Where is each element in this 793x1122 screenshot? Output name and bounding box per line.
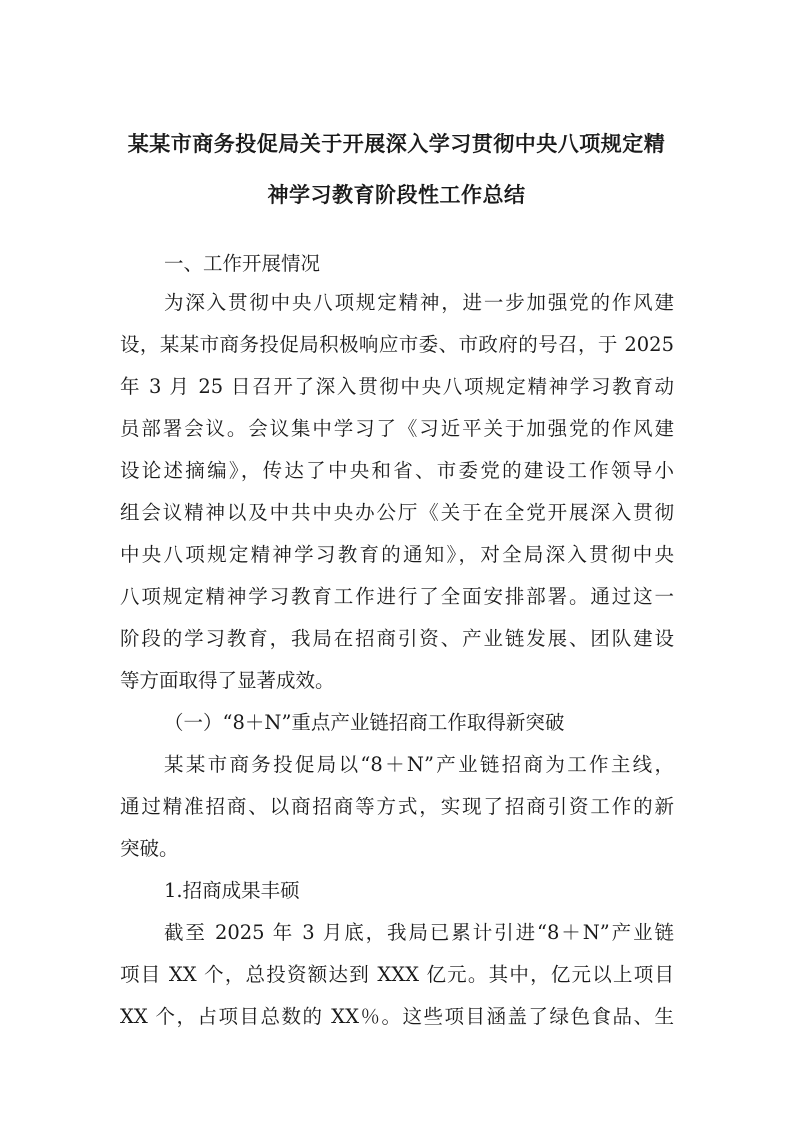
paragraph-line: 项目 XX 个，总投资额达到 XXX 亿元。其中，亿元以上项目 [120,963,674,986]
paragraph-line: 设论述摘编》，传达了中央和省、市委党的建设工作领导小 [120,459,674,482]
section-heading-work-progress: 一、工作开展情况 [164,252,321,275]
paragraph-line: 截至 2025 年 3 月底，我局已累计引进“8＋N”产业链 [164,921,674,944]
paragraph-line: 组会议精神以及中共中央办公厅《关于在全党开展深入贯彻 [120,501,674,524]
paragraph-line: 员部署会议。会议集中学习了《习近平关于加强党的作风建 [120,417,674,440]
paragraph-line: 年 3 月 25 日召开了深入贯彻中央八项规定精神学习教育动 [120,375,674,398]
paragraph-line: 某某市商务投促局以“8＋N”产业链招商为工作主线， [164,753,674,776]
paragraph-line: 八项规定精神学习教育工作进行了全面安排部署。通过这一 [120,585,674,608]
paragraph-line: 设，某某市商务投促局积极响应市委、市政府的号召，于 2025 [120,333,674,356]
document-title-line-2: 神学习教育阶段性工作总结 [267,182,526,207]
paragraph-line: 突破。 [120,837,179,860]
document-title-line-1: 某某市商务投促局关于开展深入学习贯彻中央八项规定精 [127,131,666,156]
paragraph-line: 通过精准招商、以商招商等方式，实现了招商引资工作的新 [120,795,674,818]
paragraph-line: XX 个，占项目总数的 XX％。这些项目涵盖了绿色食品、生 [120,1005,674,1028]
paragraph-line: 为深入贯彻中央八项规定精神，进一步加强党的作风建 [164,291,674,314]
paragraph-line: 等方面取得了显著成效。 [120,669,335,692]
paragraph-line: 中央八项规定精神学习教育的通知》，对全局深入贯彻中央 [120,543,674,566]
subsection-heading-industry-chain: （一）“8＋N”重点产业链招商工作取得新突破 [164,711,565,734]
paragraph-line: 阶段的学习教育，我局在招商引资、产业链发展、团队建设 [120,627,674,650]
item-heading-investment-results: 1.招商成果丰硕 [164,879,300,902]
